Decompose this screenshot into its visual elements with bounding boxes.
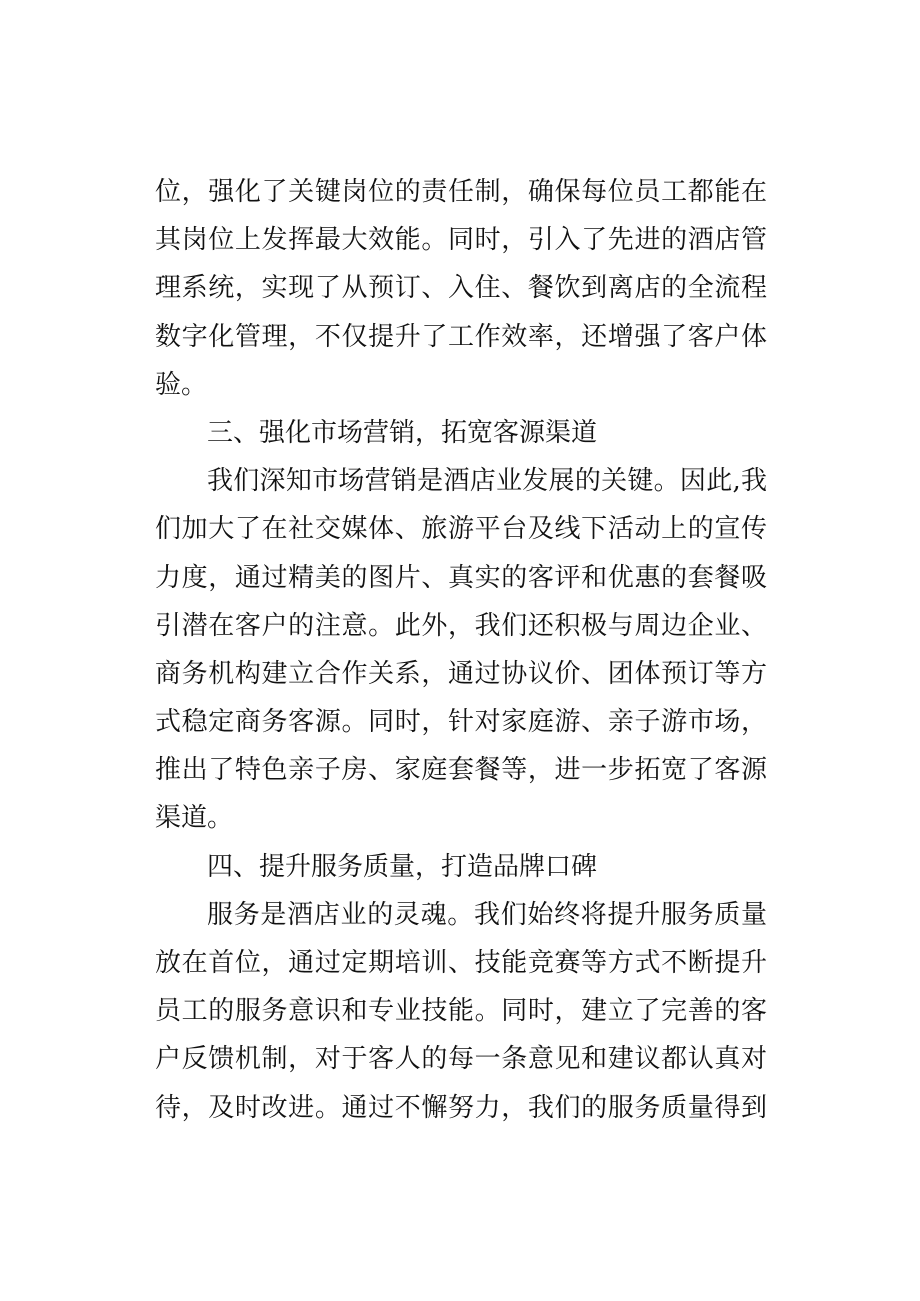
text-line: 数字化管理，不仅提升了工作效率，还增强了客户体 bbox=[155, 321, 767, 352]
text-line: 位，强化了关键岗位的责任制，确保每位员工都能在 bbox=[155, 177, 767, 207]
text-line: 员工的服务意识和专业技能。同时，建立了完善的客 bbox=[155, 996, 767, 1027]
text-line: 其岗位上发挥最大效能。同时，引入了先进的酒店管 bbox=[155, 225, 767, 256]
section-three-heading: 三、强化市场营销，拓宽客源渠道 bbox=[207, 417, 598, 448]
section-four-heading: 四、提升服务质量，打造品牌口碑 bbox=[207, 851, 598, 882]
text-line: 理系统，实现了从预订、入住、餐饮到离店的全流程 bbox=[155, 273, 767, 304]
text-line: 引潜在客户的注意。此外，我们还积极与周边企业、 bbox=[155, 610, 767, 641]
text-line: 户反馈机制，对于客人的每一条意见和建议都认真对 bbox=[155, 1044, 767, 1075]
text-line: 渠道。 bbox=[155, 803, 234, 834]
document-body bbox=[155, 168, 767, 1132]
text-line: 验。 bbox=[155, 369, 208, 400]
text-line: 推出了特色亲子房、家庭套餐等，进一步拓宽了客源 bbox=[155, 755, 767, 786]
text-line: 我们深知市场营销是酒店业发展的关键。因此,我 bbox=[207, 466, 767, 497]
text-line: 们加大了在社交媒体、旅游平台及线下活动上的宣传 bbox=[155, 514, 767, 545]
text-line: 商务机构建立合作关系，通过协议价、团体预订等方 bbox=[155, 658, 767, 689]
paragraph-section-four bbox=[155, 891, 767, 1132]
text-line: 力度，通过精美的图片、真实的客评和优惠的套餐吸 bbox=[155, 562, 767, 593]
text-line: 放在首位，通过定期培训、技能竞赛等方式不断提升 bbox=[155, 948, 767, 978]
text-line: 服务是酒店业的灵魂。我们始终将提升服务质量 bbox=[207, 899, 767, 930]
paragraph-section-three bbox=[155, 457, 767, 843]
paragraph-section-two-continued bbox=[155, 168, 767, 409]
text-line: 待，及时改进。通过不懈努力，我们的服务质量得到 bbox=[155, 1092, 767, 1123]
text-line: 式稳定商务客源。同时，针对家庭游、亲子游市场， bbox=[155, 707, 767, 738]
